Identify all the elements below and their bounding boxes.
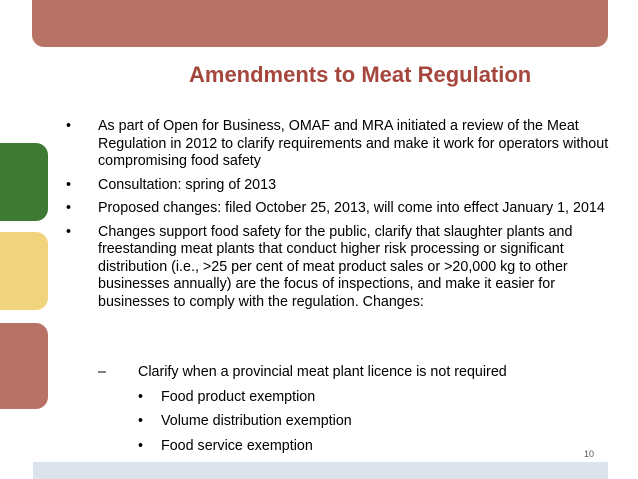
bullet-dot-icon: • xyxy=(138,413,144,429)
yellow-side-block xyxy=(0,232,48,310)
bullet-item xyxy=(64,200,616,218)
sub-list xyxy=(64,360,616,455)
bullet-item xyxy=(64,224,616,312)
bullet-item xyxy=(64,118,616,171)
sub-sub-bullet-text: Food service exemption xyxy=(161,437,313,454)
bullet-dot-icon: • xyxy=(66,200,72,216)
bottom-decorative-bar xyxy=(33,462,608,479)
red-side-block xyxy=(0,323,48,409)
slide-body xyxy=(64,118,616,317)
dash-icon: – xyxy=(98,364,106,380)
sub-sub-bullet-text: Volume distribution exemption xyxy=(161,413,352,429)
bullet-text: Changes support food safety for the public, clarify that slaughter plants and freestanding meat plants that conduct higher risk processing or significant distribution (i.e., >25 per cent of meat product sales or >20,000 kg to other businesses annually) are the focus of inspections, and make it easier for businesses to comply with the regulation. Changes: xyxy=(98,223,573,310)
sub-sub-bullet-text: Food product exemption xyxy=(161,388,316,405)
sub-sub-bullet-item xyxy=(138,438,616,456)
bullet-text: Proposed changes: filed October 25, 2013, will come into effect January 1, 2014 xyxy=(98,200,605,216)
sub-bullet-text: Clarify when a provincial meat plant licence is not required xyxy=(138,364,507,380)
bullet-text: Consultation: spring of 2013 xyxy=(98,176,277,193)
sub-sub-bullet-item xyxy=(138,413,616,431)
bullet-dot-icon: • xyxy=(66,223,72,240)
sub-bullet-item xyxy=(98,364,616,382)
bullet-dot-icon: • xyxy=(66,176,72,193)
bullet-dot-icon: • xyxy=(138,388,144,405)
sub-sub-bullet-item xyxy=(138,389,616,407)
bullet-dot-icon: • xyxy=(138,437,144,454)
bullet-dot-icon: • xyxy=(66,118,72,134)
green-side-block xyxy=(0,143,48,221)
slide-title: Amendments to Meat Regulation xyxy=(189,62,532,87)
top-decorative-bar xyxy=(32,0,608,47)
bullet-item xyxy=(64,177,616,195)
bullet-text: As part of Open for Business, OMAF and MRA initiated a review of the Meat Regulation in 2012 to clarify requirements and make it work for operators without compromising food safety xyxy=(98,118,609,169)
page-number: 10 xyxy=(584,449,595,459)
